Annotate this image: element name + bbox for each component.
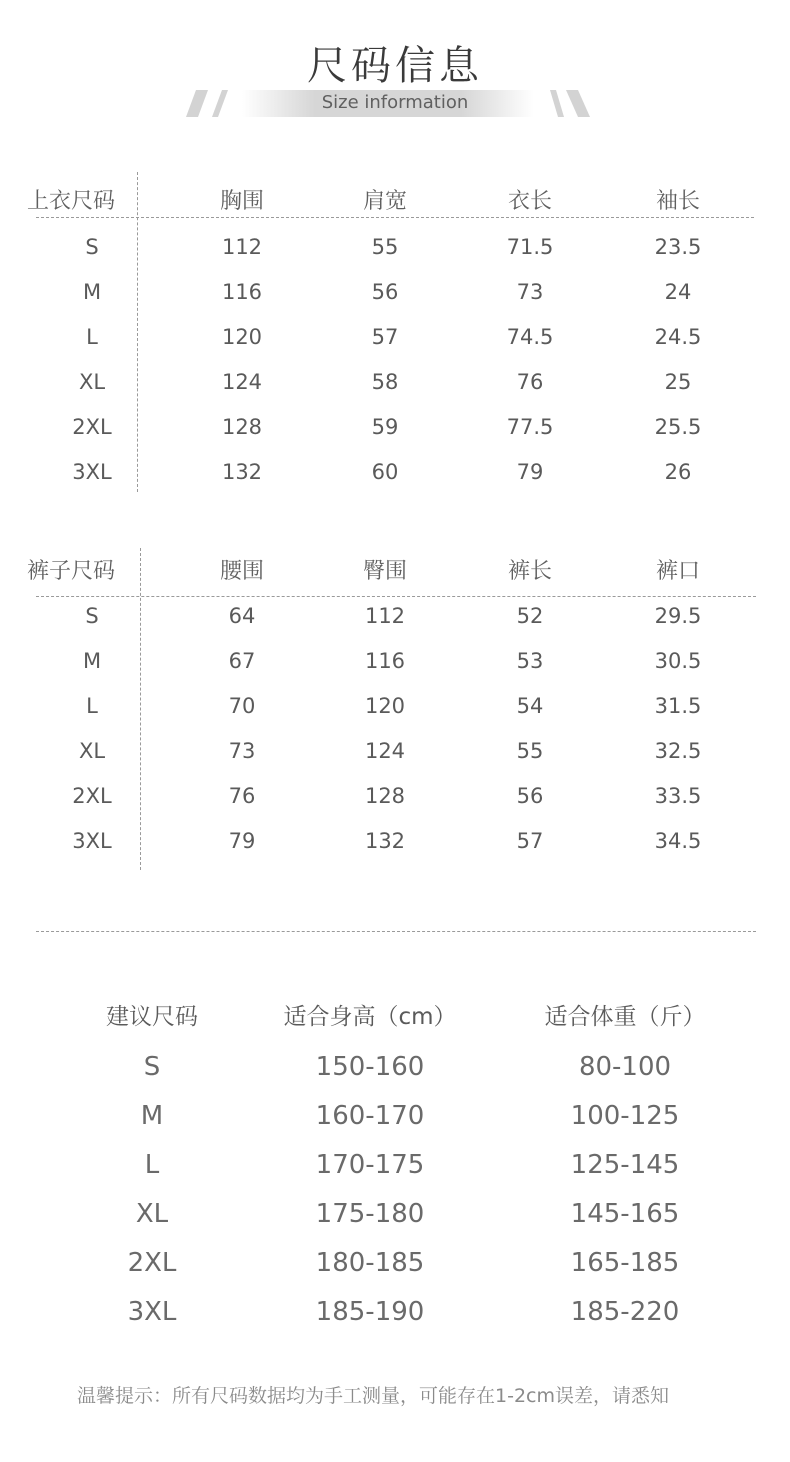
tops-header-divider [36,217,754,218]
tops-cell-r5-c2: 60 [371,460,399,484]
suggest-cell-r5-c0: 3XL [127,1297,177,1327]
pants-cell-r1-c1: 67 [228,649,256,673]
suggest-cell-r0-c1: 150-160 [315,1052,425,1082]
pants-cell-r0-c2: 112 [364,604,406,628]
measurement-note: 温馨提示：所有尺码数据均为手工测量，可能存在1-2cm误差，请悉知 [77,1385,669,1407]
pants-cell-r2-c1: 70 [228,694,256,718]
tops-cell-r1-c1: 116 [221,280,263,304]
pants-cell-r1-c0: M [82,649,102,673]
tops-column-divider [137,172,138,492]
pants-cell-r0-c4: 29.5 [654,604,702,628]
suggest-cell-r5-c1: 185-190 [315,1297,425,1327]
pants-cell-r3-c1: 73 [228,739,256,763]
tops-cell-r5-c3: 79 [516,460,544,484]
pants-cell-r2-c2: 120 [364,694,406,718]
tops-cell-r4-c4: 25.5 [654,415,702,439]
tops-header-3: 衣长 [507,189,553,214]
tops-cell-r1-c0: M [82,280,102,304]
pants-cell-r2-c0: L [86,694,98,718]
suggest-cell-r2-c2: 125-145 [570,1150,680,1180]
pants-header-2: 臀围 [362,559,408,584]
pants-header-3: 裤长 [507,559,553,584]
tops-header-2: 肩宽 [362,189,408,214]
pants-cell-r3-c3: 55 [516,739,544,763]
tops-cell-r1-c2: 56 [371,280,399,304]
suggest-cell-r0-c0: S [143,1052,161,1082]
pants-cell-r4-c2: 128 [364,784,406,808]
tops-header-4: 袖长 [655,189,701,214]
pants-cell-r4-c0: 2XL [72,784,112,808]
tops-cell-r2-c4: 24.5 [654,325,702,349]
pants-cell-r0-c0: S [85,604,99,628]
suggest-cell-r3-c0: XL [135,1199,169,1229]
pants-header-0: 裤子尺码 [27,559,116,584]
pants-cell-r4-c1: 76 [228,784,256,808]
suggest-cell-r0-c2: 80-100 [578,1052,672,1082]
tops-cell-r3-c4: 25 [664,370,692,394]
suggest-header-2: 适合体重（斤） [544,1004,706,1030]
tops-cell-r1-c4: 24 [664,280,692,304]
tops-cell-r3-c0: XL [78,370,106,394]
suggest-cell-r1-c0: M [140,1101,164,1131]
tops-cell-r0-c2: 55 [371,235,399,259]
tops-cell-r3-c1: 124 [221,370,263,394]
pants-cell-r5-c1: 79 [228,829,256,853]
pants-cell-r5-c4: 34.5 [654,829,702,853]
suggest-cell-r4-c2: 165-185 [570,1248,680,1278]
tops-cell-r1-c3: 73 [516,280,544,304]
tops-cell-r2-c0: L [86,325,98,349]
tops-cell-r5-c0: 3XL [72,460,112,484]
suggest-cell-r4-c0: 2XL [127,1248,177,1278]
tops-cell-r3-c3: 76 [516,370,544,394]
pants-cell-r2-c3: 54 [516,694,544,718]
suggest-cell-r1-c2: 100-125 [570,1101,680,1131]
pants-cell-r0-c3: 52 [516,604,544,628]
tops-cell-r0-c1: 112 [221,235,263,259]
tops-cell-r0-c4: 23.5 [654,235,702,259]
pants-cell-r5-c2: 132 [364,829,406,853]
pants-cell-r1-c2: 116 [364,649,406,673]
pants-cell-r1-c4: 30.5 [654,649,702,673]
tops-cell-r3-c2: 58 [371,370,399,394]
suggest-cell-r3-c2: 145-165 [570,1199,680,1229]
page-subtitle: Size information [321,92,469,113]
tops-cell-r4-c0: 2XL [72,415,112,439]
tops-cell-r2-c3: 74.5 [506,325,554,349]
pants-cell-r3-c2: 124 [364,739,406,763]
suggest-cell-r5-c2: 185-220 [570,1297,680,1327]
suggest-cell-r2-c0: L [144,1150,160,1180]
pants-cell-r1-c3: 53 [516,649,544,673]
tops-cell-r2-c1: 120 [221,325,263,349]
pants-header-divider [36,596,756,597]
pants-cell-r3-c0: XL [78,739,106,763]
pants-cell-r4-c4: 33.5 [654,784,702,808]
tops-cell-r4-c2: 59 [371,415,399,439]
pants-cell-r4-c3: 56 [516,784,544,808]
pants-header-4: 裤口 [655,559,701,584]
pants-cell-r2-c4: 31.5 [654,694,702,718]
pants-header-1: 腰围 [219,559,265,584]
suggest-header-0: 建议尺码 [106,1004,198,1030]
tops-cell-r5-c1: 132 [221,460,263,484]
tops-cell-r0-c0: S [85,235,99,259]
tops-cell-r5-c4: 26 [664,460,692,484]
page-title: 尺码信息 [307,43,483,89]
pants-cell-r0-c1: 64 [228,604,256,628]
tops-header-0: 上衣尺码 [27,189,116,214]
pants-cell-r5-c3: 57 [516,829,544,853]
tops-cell-r4-c1: 128 [221,415,263,439]
suggest-cell-r1-c1: 160-170 [315,1101,425,1131]
pants-cell-r5-c0: 3XL [72,829,112,853]
suggest-cell-r2-c1: 170-175 [315,1150,425,1180]
tops-cell-r4-c3: 77.5 [506,415,554,439]
tops-header-1: 胸围 [219,189,265,214]
suggest-header-1: 适合身高（cm） [283,1004,457,1030]
tops-cell-r0-c3: 71.5 [506,235,554,259]
section-divider [36,931,756,932]
suggest-cell-r4-c1: 180-185 [315,1248,425,1278]
tops-cell-r2-c2: 57 [371,325,399,349]
pants-cell-r3-c4: 32.5 [654,739,702,763]
suggest-cell-r3-c1: 175-180 [315,1199,425,1229]
